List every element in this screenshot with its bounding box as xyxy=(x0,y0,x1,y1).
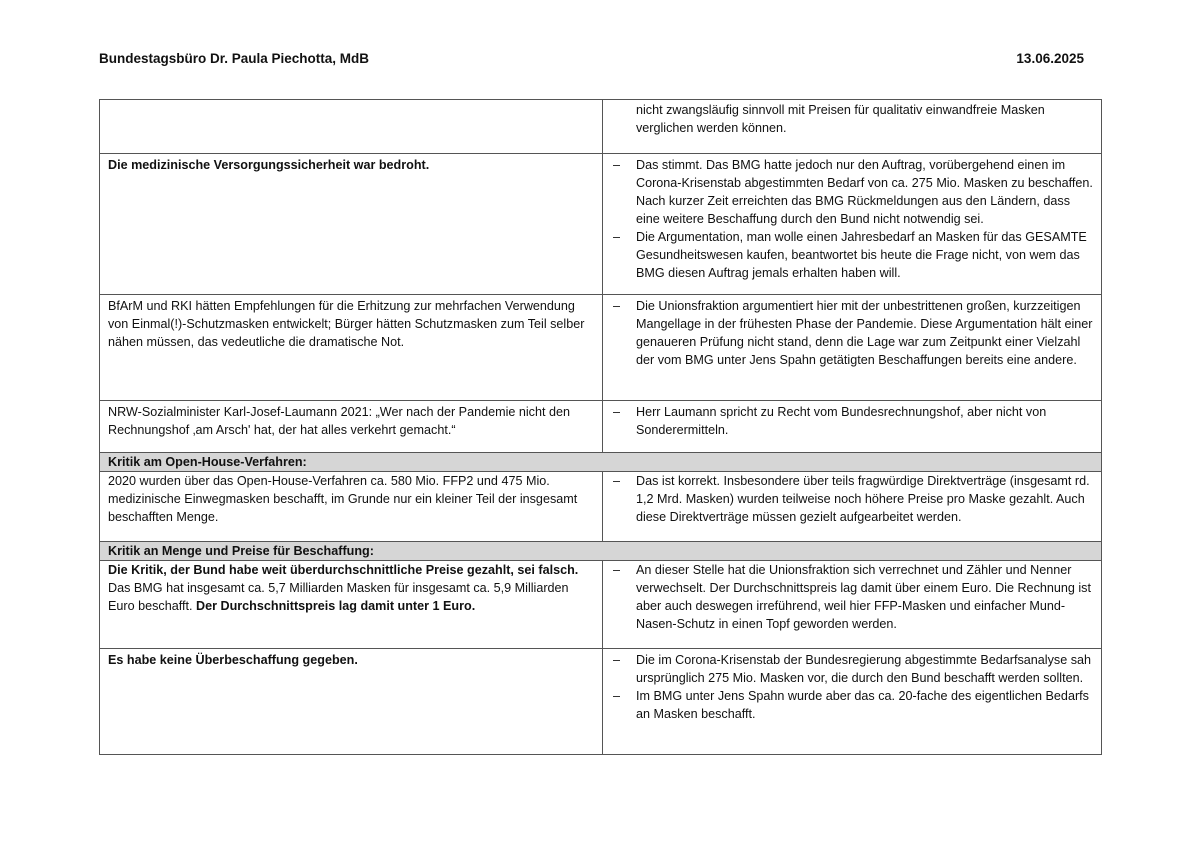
response-bullet xyxy=(611,651,1093,687)
claim-cell xyxy=(100,401,603,453)
claim-text: BfArM und RKI hätten Empfehlungen für die Erhitzung zur mehrfachen Verwendung von Einmal(!)-Schutzmasken entwickelt; Bürger hätten Schutzmasken zum Teil selber nähen müssen, das vedeutliche die dramatische Not. xyxy=(108,299,585,349)
table-row xyxy=(100,295,1102,401)
section-header-row xyxy=(100,453,1102,472)
claim-cell xyxy=(100,649,603,755)
table-row xyxy=(100,561,1102,649)
claim-cell xyxy=(100,295,603,401)
claim-text: 2020 wurden über das Open-House-Verfahren ca. 580 Mio. FFP2 und 475 Mio. medizinische Einwegmasken beschafft, im Grunde nur ein kleiner Teil der insgesamt beschafften Menge. xyxy=(108,474,578,524)
response-bullet xyxy=(611,228,1093,282)
bullet-text: Die Unionsfraktion argumentiert hier mit der unbestrittenen großen, kurzzeitigen Mangellage in der frühesten Phase der Pandemie. Diese Argumentation hält einer genaueren Prüfung nicht stand, denn die Lage war zum Zeitpunkt einer Vielzahl der vom BMG unter Jens Spahn getätigten Beschaffungen bereits eine andere. xyxy=(636,299,1093,367)
claim-cell xyxy=(100,561,603,649)
table-row xyxy=(100,100,1102,154)
table-row xyxy=(100,401,1102,453)
claim-cell xyxy=(100,100,603,154)
bullet-text: Herr Laumann spricht zu Recht vom Bundesrechnungshof, aber nicht von Sonderermitteln. xyxy=(636,405,1047,437)
response-cell xyxy=(603,154,1102,295)
response-cell xyxy=(603,472,1102,542)
dash-icon: – xyxy=(613,563,621,577)
claim-text: Es habe keine Überbeschaffung gegeben. xyxy=(108,653,358,667)
response-cell xyxy=(603,649,1102,755)
response-continuation: nicht zwangsläufig sinnvoll mit Preisen für qualitativ einwandfreie Masken verglichen werden können. xyxy=(636,103,1045,135)
dash-icon: – xyxy=(613,158,621,172)
bullet-text: Im BMG unter Jens Spahn wurde aber das ca. 20-fache des eigentlichen Bedarfs an Masken beschafft. xyxy=(636,689,1089,721)
dash-icon: – xyxy=(613,653,621,667)
bullet-text: Die im Corona-Krisenstab der Bundesregierung abgestimmte Bedarfsanalyse sah ursprünglich 275 Mio. Masken vor, die durch den Bund beschafft werden sollten. xyxy=(636,653,1092,685)
response-cell xyxy=(603,561,1102,649)
response-bullet xyxy=(611,403,1093,439)
office-title: Bundestagsbüro Dr. Paula Piechotta, MdB xyxy=(99,51,370,66)
dash-icon: – xyxy=(613,689,621,703)
bullet-text: An dieser Stelle hat die Unionsfraktion sich verrechnet und Zähler und Nenner verwechselt. Der Durchschnittspreis lag damit über einem Euro. Die Rechnung ist aber auch deswegen irreführend, weil hier FFP-Masken und einfacher Mund-Nasen-Schutz in einen Topf geworden werden. xyxy=(636,563,1091,631)
response-bullet xyxy=(611,156,1093,228)
response-cell xyxy=(603,295,1102,401)
response-cell xyxy=(603,100,1102,154)
response-bullet xyxy=(611,561,1093,633)
table-row xyxy=(100,154,1102,295)
claim-text-bold: Der Durchschnittspreis lag damit unter 1 Euro. xyxy=(195,599,476,613)
claim-cell xyxy=(100,154,603,295)
claim-text: Das BMG hat insgesamt ca. 5,7 Milliarden Masken für insgesamt ca. 5,9 Milliarden Euro beschafft. xyxy=(108,581,569,613)
bullet-text: Die Argumentation, man wolle einen Jahresbedarf an Masken für das GESAMTE Gesundheitswesen kaufen, beantwortet bis heute die Frage nicht, von wem das BMG diesen Auftrag jemals erhalten haben will. xyxy=(636,230,1087,280)
claim-text-bold: Die Kritik, der Bund habe weit überdurchschnittliche Preise gezahlt, sei falsch. xyxy=(108,563,579,577)
bullet-text: Das stimmt. Das BMG hatte jedoch nur den Auftrag, vorübergehend einen im Corona-Krisenstab abgestimmten Bedarf von ca. 275 Mio. Masken zu beschaffen. Nach kurzer Zeit erreichten das BMG Rückmeldungen aus den Ländern, dass eine weitere Beschaffung durch den Bund nicht notwendig sei. xyxy=(636,158,1093,226)
table-row xyxy=(100,472,1102,542)
claim-cell xyxy=(100,472,603,542)
dash-icon: – xyxy=(613,405,621,419)
dash-icon: – xyxy=(613,474,621,488)
response-bullet xyxy=(611,297,1093,369)
section-heading: Kritik am Open-House-Verfahren: xyxy=(100,453,1102,472)
table-row xyxy=(100,649,1102,755)
response-bullet xyxy=(611,472,1093,526)
response-cell xyxy=(603,401,1102,453)
claim-text: NRW-Sozialminister Karl-Josef-Laumann 2021: „Wer nach der Pandemie nicht den Rechnungshof ‚am Arsch' hat, der hat alles verkehrt gemacht.“ xyxy=(108,405,570,437)
dash-icon: – xyxy=(613,299,621,313)
claim-text: Die medizinische Versorgungssicherheit war bedroht. xyxy=(108,158,430,172)
document-date: 13.06.2025 xyxy=(1016,51,1084,66)
response-bullet xyxy=(611,687,1093,723)
bullet-text: Das ist korrekt. Insbesondere über teils fragwürdige Direktverträge (insgesamt rd. 1,2 Mrd. Masken) wurden teilweise noch höhere Preise pro Maske gezahlt. Auch diese Direktverträge müssen gezielt aufgearbeitet werden. xyxy=(636,474,1090,524)
dash-icon: – xyxy=(613,230,621,244)
argument-table xyxy=(99,99,1102,755)
section-heading: Kritik an Menge und Preise für Beschaffung: xyxy=(100,542,1102,561)
section-header-row xyxy=(100,542,1102,561)
